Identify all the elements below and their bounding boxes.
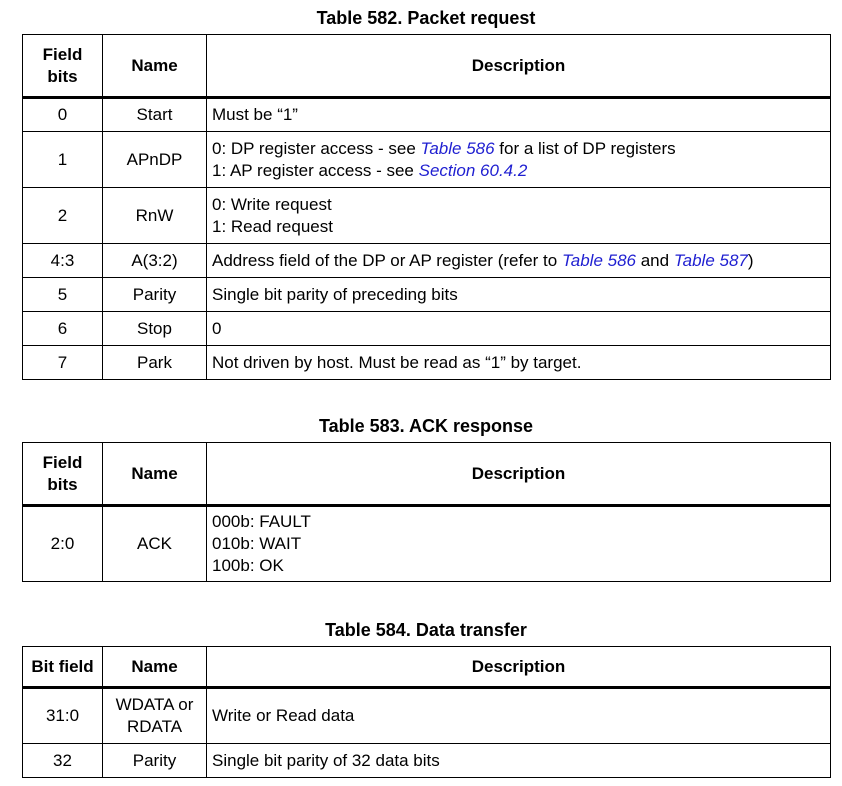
header-field-bits-line-1: Field <box>42 44 83 64</box>
cell-bits: 2:0 <box>23 506 103 582</box>
cell-description: 0 <box>207 312 831 346</box>
cell-name <box>103 688 207 744</box>
cell-bits: 6 <box>23 312 103 346</box>
cell-name: Parity <box>103 744 207 778</box>
table-header-row <box>23 647 831 688</box>
cell-description: Must be “1” <box>207 98 831 132</box>
cell-bits: 32 <box>23 744 103 778</box>
table-583 <box>22 442 831 582</box>
header-name: Name <box>103 647 207 688</box>
description-text: Address field of the DP or AP register (refer to <box>212 250 562 270</box>
header-bit-field: Bit field <box>23 647 103 688</box>
table-row <box>23 98 831 132</box>
description-text: 0: DP register access - see <box>212 138 421 158</box>
table-row <box>23 188 831 244</box>
cell-bits: 7 <box>23 346 103 380</box>
table-header-row <box>23 35 831 98</box>
cell-description: Not driven by host. Must be read as “1” by target. <box>207 346 831 380</box>
description-line-2: 1: Read request <box>212 216 333 236</box>
name-line-1: WDATA or <box>115 695 194 714</box>
description-line-1: 0: Write request <box>212 194 332 214</box>
table-584-caption: Table 584. Data transfer <box>325 620 527 640</box>
cell-description: Single bit parity of preceding bits <box>207 278 831 312</box>
table-582-caption: Table 582. Packet request <box>316 8 536 28</box>
table-header-row <box>23 443 831 506</box>
section-60-4-2-link[interactable]: Section 60.4.2 <box>418 160 528 180</box>
description-text: for a list of DP registers <box>494 138 676 158</box>
table-586-link[interactable]: Table 586 <box>561 250 636 270</box>
cell-name: Stop <box>103 312 207 346</box>
table-row <box>23 278 831 312</box>
description-line-2: 010b: WAIT <box>212 534 302 553</box>
header-description: Description <box>207 35 831 98</box>
cell-bits: 2 <box>23 188 103 244</box>
table-584 <box>22 646 831 778</box>
cell-bits: 5 <box>23 278 103 312</box>
cell-name: Park <box>103 346 207 380</box>
header-field-bits-line-2: bits <box>47 474 78 494</box>
description-line-2 <box>212 160 825 182</box>
table-row <box>23 312 831 346</box>
table-582 <box>22 34 831 380</box>
name-line-2: RDATA <box>126 717 183 736</box>
header-field-bits-line-1: Field <box>42 452 83 472</box>
cell-name: A(3:2) <box>103 244 207 278</box>
table-row <box>23 346 831 380</box>
header-description: Description <box>207 443 831 506</box>
header-description: Description <box>207 647 831 688</box>
description-line-1 <box>212 138 825 160</box>
header-name: Name <box>103 443 207 506</box>
header-field-bits-line-2: bits <box>47 66 78 86</box>
header-field-bits <box>23 35 103 98</box>
cell-description <box>207 506 831 582</box>
cell-name: APnDP <box>103 132 207 188</box>
table-587-link[interactable]: Table 587 <box>673 250 748 270</box>
cell-name: Parity <box>103 278 207 312</box>
table-row <box>23 132 831 188</box>
description-line-1: 000b: FAULT <box>212 512 311 531</box>
table-583-caption: Table 583. ACK response <box>318 416 534 436</box>
cell-description <box>207 244 831 278</box>
cell-bits: 0 <box>23 98 103 132</box>
header-field-bits <box>23 443 103 506</box>
table-row <box>23 744 831 778</box>
description-text: 1: AP register access - see <box>212 160 419 180</box>
cell-name: Start <box>103 98 207 132</box>
cell-description: Write or Read data <box>207 688 831 744</box>
cell-bits: 4:3 <box>23 244 103 278</box>
cell-name: ACK <box>103 506 207 582</box>
description-line-3: 100b: OK <box>212 556 284 575</box>
cell-bits: 31:0 <box>23 688 103 744</box>
cell-description <box>207 188 831 244</box>
description-text: and <box>636 250 674 270</box>
table-row <box>23 506 831 582</box>
table-row <box>23 244 831 278</box>
cell-description <box>207 132 831 188</box>
cell-name: RnW <box>103 188 207 244</box>
cell-bits: 1 <box>23 132 103 188</box>
header-name: Name <box>103 35 207 98</box>
cell-description: Single bit parity of 32 data bits <box>207 744 831 778</box>
description-text: ) <box>747 250 754 270</box>
table-586-link[interactable]: Table 586 <box>420 138 495 158</box>
table-row <box>23 688 831 744</box>
